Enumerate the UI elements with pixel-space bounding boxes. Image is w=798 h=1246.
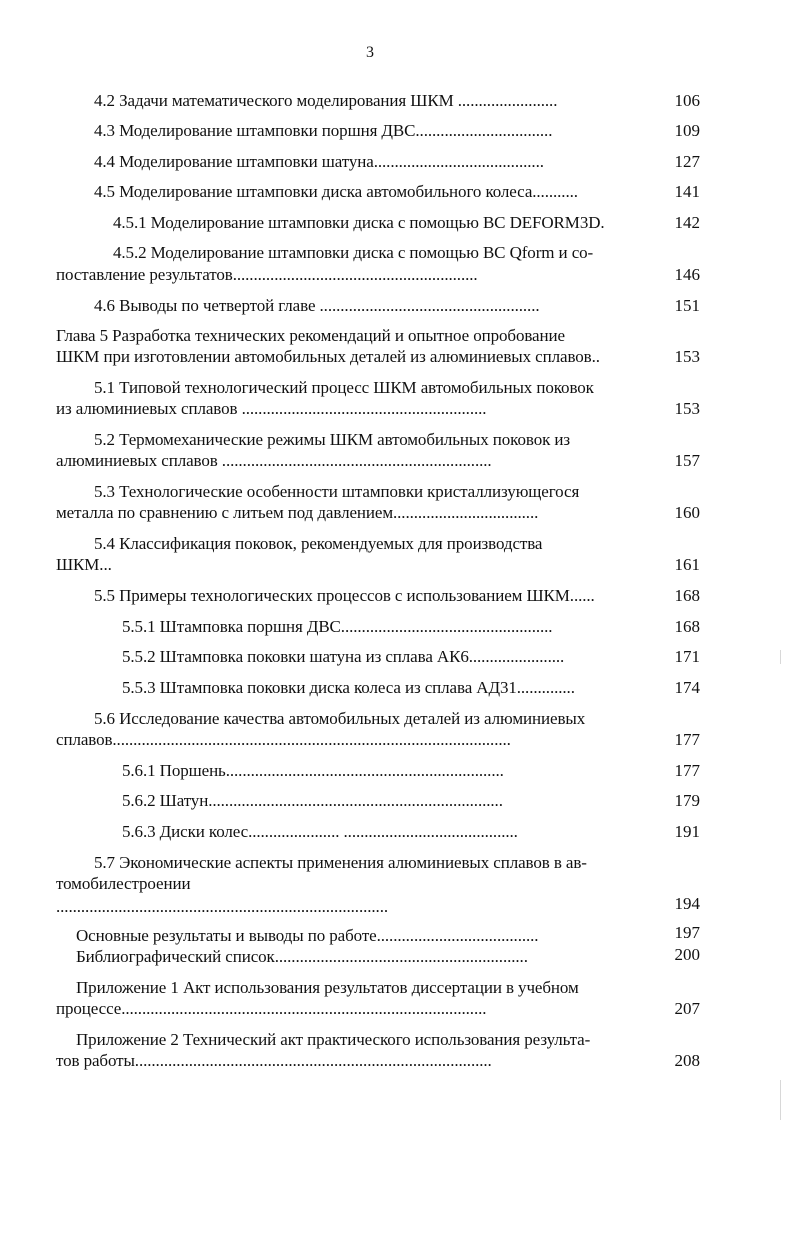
toc-page-5-3: 160 [674, 503, 700, 522]
toc-entry-5-3-line2: металла по сравнению с литьем под давлением................................... [56, 503, 539, 522]
toc-page-4-2: 106 [674, 91, 700, 110]
toc-entry-5-5-2: 5.5.2 Штамповка поковки шатуна из сплава АК6....................... [122, 647, 565, 666]
toc-entry-4-5-2-line1: 4.5.2 Моделирование штамповки диска с помощью ВС Qform и со- [113, 243, 594, 262]
scan-artifact [780, 1080, 781, 1120]
toc-entry-5-7-line2: томобилестроении [56, 874, 191, 893]
toc-entry-5-1-line1: 5.1 Типовой технологический процесс ШКМ автомобильных поковок [94, 378, 594, 397]
toc-entry-5-4-line1: 5.4 Классификация поковок, рекомендуемых для производства [94, 534, 543, 553]
page-number: 3 [366, 44, 374, 61]
toc-entry-4-6: 4.6 Выводы по четвертой главе ..................................................... [94, 296, 540, 315]
toc-page-4-6: 151 [674, 296, 700, 315]
toc-entry-4-4: 4.4 Моделирование штамповки шатуна......................................... [94, 152, 544, 171]
toc-entry-5-6-line1: 5.6 Исследование качества автомобильных деталей из алюминиевых [94, 709, 586, 728]
toc-page-5-6-3: 191 [674, 822, 700, 841]
toc-entry-4-5-1: 4.5.1 Моделирование штамповки диска с помощью ВС DEFORM3D. [113, 213, 605, 232]
toc-page-4-5-2: 146 [674, 265, 700, 284]
toc-page-4-5: 141 [674, 182, 700, 201]
toc-page-appendix2: 208 [674, 1051, 700, 1070]
toc-entry-chapter5-line1: Глава 5 Разработка технических рекомендаций и опытное опробование [56, 326, 565, 345]
toc-entry-4-5: 4.5 Моделирование штамповки диска автомобильного колеса........... [94, 182, 578, 201]
toc-entry-appendix1-line2: процессе........................................................................................ [56, 999, 487, 1018]
toc-page-4-3: 109 [674, 121, 700, 140]
toc-page-4-5-1: 142 [674, 213, 700, 232]
toc-page-4-4: 127 [674, 152, 700, 171]
toc-entry-5-5: 5.5 Примеры технологических процессов с использованием ШКМ...... [94, 586, 595, 605]
toc-entry-5-6-3: 5.6.3 Диски колес...................... .......................................... [122, 822, 518, 841]
toc-page-5-1: 153 [674, 399, 700, 418]
toc-entry-5-5-3: 5.5.3 Штамповка поковки диска колеса из сплава АД31.............. [122, 678, 575, 697]
toc-entry-5-7-leader: ................................................................................ [56, 897, 389, 916]
toc-page-5-6-1: 177 [674, 761, 700, 780]
toc-entry-4-2: 4.2 Задачи математического моделирования ШКМ ........................ [94, 91, 558, 110]
toc-page-5-7: 194 [674, 894, 700, 913]
toc-page-chapter5: 153 [674, 347, 700, 366]
toc-entry-5-2-line1: 5.2 Термомеханические режимы ШКМ автомобильных поковок из [94, 430, 571, 449]
toc-entry-5-1-line2: из алюминиевых сплавов ........................................................... [56, 399, 487, 418]
toc-entry-5-6-line2: сплавов................................................................................................ [56, 730, 511, 749]
toc-entry-bibliography: Библиографический список............................................................. [76, 947, 528, 966]
toc-page-5-5-1: 168 [674, 617, 700, 636]
toc-entry-conclusions: Основные результаты и выводы по работе....................................... [76, 926, 539, 945]
toc-entry-chapter5-line2: ШКМ при изготовлении автомобильных деталей из алюминиевых сплавов.. [56, 347, 600, 366]
toc-entry-5-7-line1: 5.7 Экономические аспекты применения алюминиевых сплавов в ав- [94, 853, 587, 872]
toc-entry-4-3: 4.3 Моделирование штамповки поршня ДВС................................. [94, 121, 553, 140]
toc-entry-5-3-line1: 5.3 Технологические особенности штамповки кристаллизующегося [94, 482, 580, 501]
toc-page-bibliography: 200 [674, 945, 700, 964]
toc-entry-4-5-2-line2: поставление результатов........................................................... [56, 265, 478, 284]
toc-entry-5-4-line2: ШКМ... [56, 555, 112, 574]
toc-page-5-5: 168 [674, 586, 700, 605]
toc-page-5-5-3: 174 [674, 678, 700, 697]
toc-entry-5-5-1: 5.5.1 Штамповка поршня ДВС................................................... [122, 617, 553, 636]
toc-entry-5-6-1: 5.6.1 Поршень................................................................... [122, 761, 504, 780]
toc-entry-5-6-2: 5.6.2 Шатун....................................................................... [122, 791, 503, 810]
toc-page-5-6: 177 [674, 730, 700, 749]
toc-page-5-5-2: 171 [674, 647, 700, 666]
toc-entry-appendix1-line1: Приложение 1 Акт использования результатов диссертации в учебном [76, 978, 579, 997]
scan-artifact [780, 650, 781, 664]
toc-page-conclusions: 197 [674, 923, 700, 942]
toc-page-5-2: 157 [674, 451, 700, 470]
toc-entry-appendix2-line1: Приложение 2 Технический акт практического использования результа- [76, 1030, 591, 1049]
toc-page-5-4: 161 [674, 555, 700, 574]
toc-page-5-6-2: 179 [674, 791, 700, 810]
toc-page-appendix1: 207 [674, 999, 700, 1018]
toc-entry-appendix2-line2: тов работы...................................................................................... [56, 1051, 492, 1070]
toc-entry-5-2-line2: алюминиевых сплавов ................................................................. [56, 451, 492, 470]
